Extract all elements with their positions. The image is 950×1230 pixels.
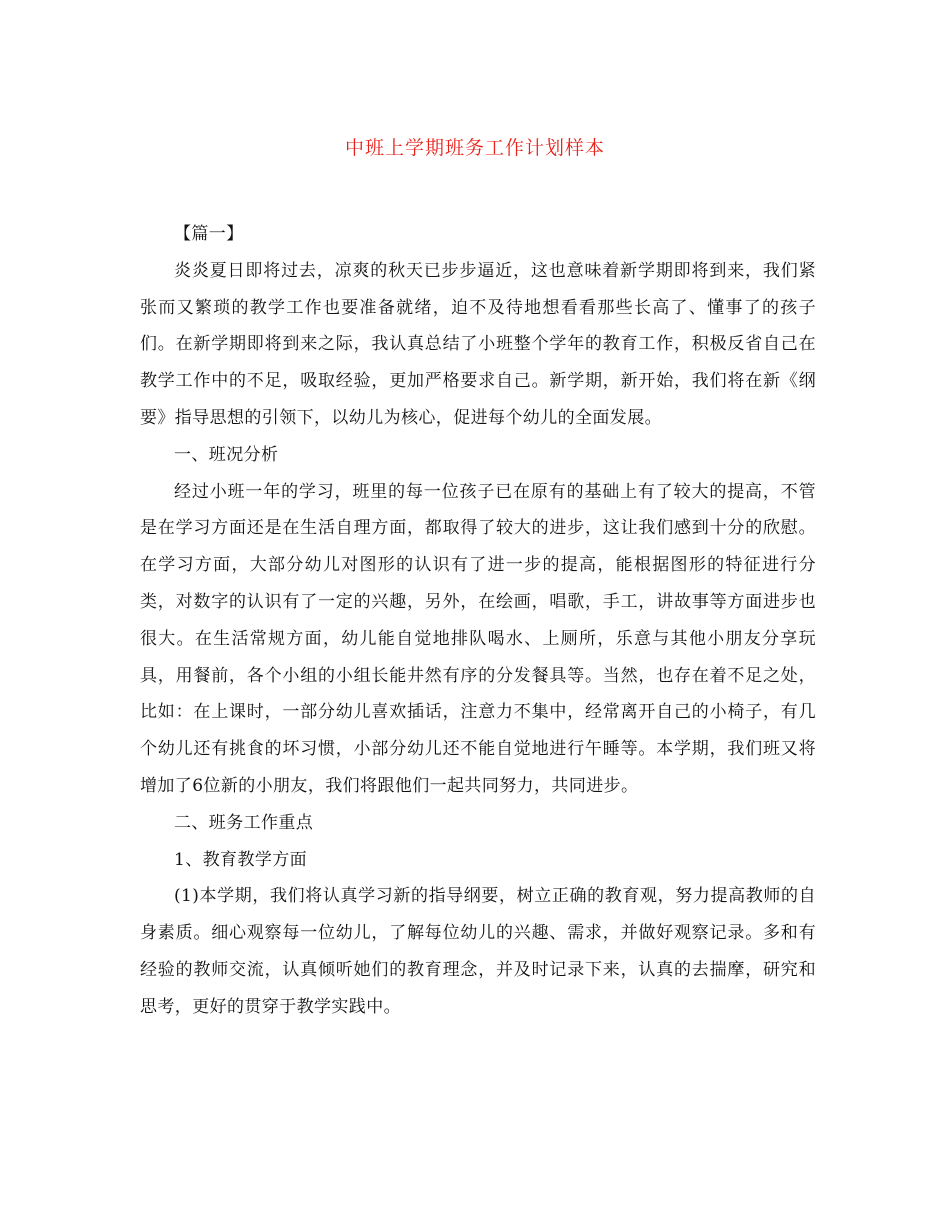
paragraph-teaching-1: (1)本学期，我们将认真学习新的指导纲要，树立正确的教育观，努力提高教师的自身素质。细心观察每一位幼儿，了解每位幼儿的兴趣、需求，并做好观察记录。多和有经验的教师交流，认真倾听她们的教育理念，并及时记录下来，认真的去揣摩，研究和思考，更好的贯穿于教学实践中。	[140, 886, 816, 1017]
heading-work-focus: 二、班务工作重点	[174, 812, 314, 833]
paragraph-class-analysis: 经过小班一年的学习，班里的每一位孩子已在原有的基础上有了较大的提高，不管是在学习方面还是在生活自理方面，都取得了较大的进步，这让我们感到十分的欣慰。在学习方面，大部分幼儿对图形的认识有了进一步的提高，能根据图形的特征进行分类，对数字的认识有了一定的兴趣，另外，在绘画，唱歌，手工，讲故事等方面进步也很大。在生活常规方面，幼儿能自觉地排队喝水、上厕所，乐意与其他小朋友分享玩具，用餐前，各个小组的小组长能井然有序的分发餐具等。当然，也存在着不足之处，比如：在上课时，一部分幼儿喜欢插话，注意力不集中，经常离开自己的小椅子，有几个幼儿还有挑食的坏习惯，小部分幼儿还不能自觉地进行午睡等。本学期，我们班又将增加了6位新的小朋友，我们将跟他们一起共同努力，共同进步。	[140, 481, 816, 796]
subheading-teaching: 1、教育教学方面	[174, 849, 308, 870]
document-body	[140, 216, 816, 1026]
heading-class-analysis: 一、班况分析	[174, 444, 279, 465]
paragraph-intro: 炎炎夏日即将过去，凉爽的秋天已步步逼近，这也意味着新学期即将到来，我们紧张而又繁琐的教学工作也要准备就绪，迫不及待地想看看那些长高了、懂事了的孩子们。在新学期即将到来之际，我认真总结了小班整个学年的教育工作，积极反省自己在教学工作中的不足，吸取经验，更加严格要求自己。新学期，新开始，我们将在新《纲要》指导思想的引领下，以幼儿为核心，促进每个幼儿的全面发展。	[140, 260, 816, 428]
document-title: 中班上学期班务工作计划样本	[344, 137, 605, 159]
section-label: 【篇一】	[174, 224, 244, 244]
